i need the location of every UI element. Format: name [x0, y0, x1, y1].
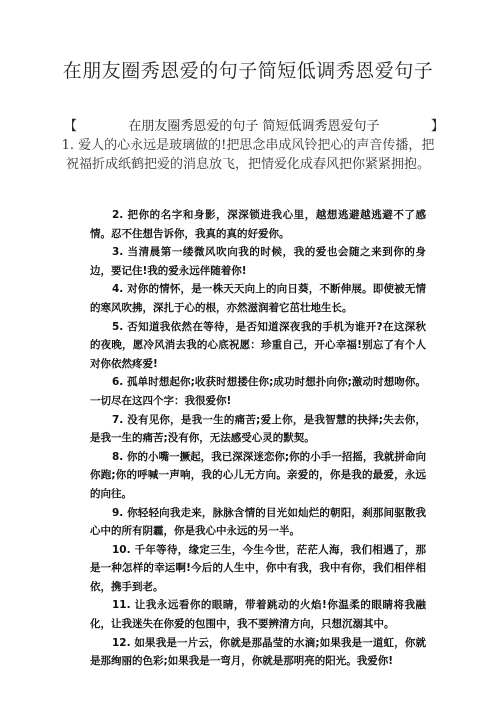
list-item: 11. 让我永远看你的眼睛，带着跳动的火焰!你温柔的眼睛将我融化，让我迷失在你爱的包围中，我不要辨清方向，只想沉溺其中。 — [90, 599, 426, 631]
list-item: 9. 你轻轻向我走来，脉脉含情的目光如灿烂的朝阳，刹那间驱散我心中的所有阴霾，你是我心中永远的另一半。 — [90, 506, 426, 538]
list-item: 7. 没有见你，是我一生的痛苦;爱上你，是我智慧的抉择;失去你，是我一生的痛苦;没有你，无法感受心灵的默契。 — [90, 413, 426, 445]
sentence-list — [90, 206, 426, 671]
list-item: 2. 把你的名字和身影，深深锁进我心里，越想逃避越逃避不了感情。忍不住想告诉你，我真的真的好爱你。 — [90, 209, 426, 240]
subtitle-bracket-open: 【 — [64, 119, 78, 134]
intro-paragraph: 1. 爱人的心永远是玻璃做的!把思念串成风铃把心的声音传播，把祝福折成纸鹤把爱的消息放飞，把情爱化成春风把你紧紧拥抱。 — [61, 138, 435, 172]
list-item: 4. 对你的情怀，是一株天天向上的向日葵，不断伸展。即使被无情的寒风吹拂，深扎于心的根，亦然滋润着它茁壮地生长。 — [90, 283, 426, 314]
list-item: 3. 当清晨第一缕微风吹向我的时候，我的爱也会随之来到你的身边，要记住!我的爱永远伴随着你! — [90, 246, 426, 277]
list-item: 10. 千年等待，缘定三生，今生今世，茫茫人海，我们相遇了，那是一种怎样的幸运啊!今后的人生中，你中有我，我中有你，我们相伴相依，携手到老。 — [90, 543, 426, 593]
document-title: 在朋友圈秀恩爱的句子简短低调秀恩爱句子 — [62, 60, 434, 82]
list-item: 8. 你的小嘴一撅起，我已深深迷恋你;你的小手一招摇，我就拼命向你跑;你的呼喊一声响，我的心儿无方向。亲爱的，你是我的最爱，永远的向往。 — [90, 450, 426, 500]
list-item: 6. 孤单时想起你;收获时想搂住你;成功时想扑向你;激动时想吻你。一切尽在这四个字：我很爱你! — [90, 376, 426, 407]
list-item: 12. 如果我是一片云，你就是那晶莹的水滴;如果我是一道虹，你就是那绚丽的色彩;如果我是一弯月，你就是那明亮的阳光。我爱你! — [90, 636, 426, 668]
list-item: 5. 否知道我依然在等待，是否知道深夜我的手机为谁开?在这深秋的夜晚，愿冷风消去我的心底祝愿：珍重自己，开心幸福!别忘了有个人对你依然疼爱! — [90, 320, 426, 370]
subtitle-text: 在朋友圈秀恩爱的句子 简短低调秀恩爱句子 — [128, 119, 380, 134]
document-subtitle — [64, 118, 444, 136]
subtitle-bracket-close: 】 — [430, 119, 444, 134]
